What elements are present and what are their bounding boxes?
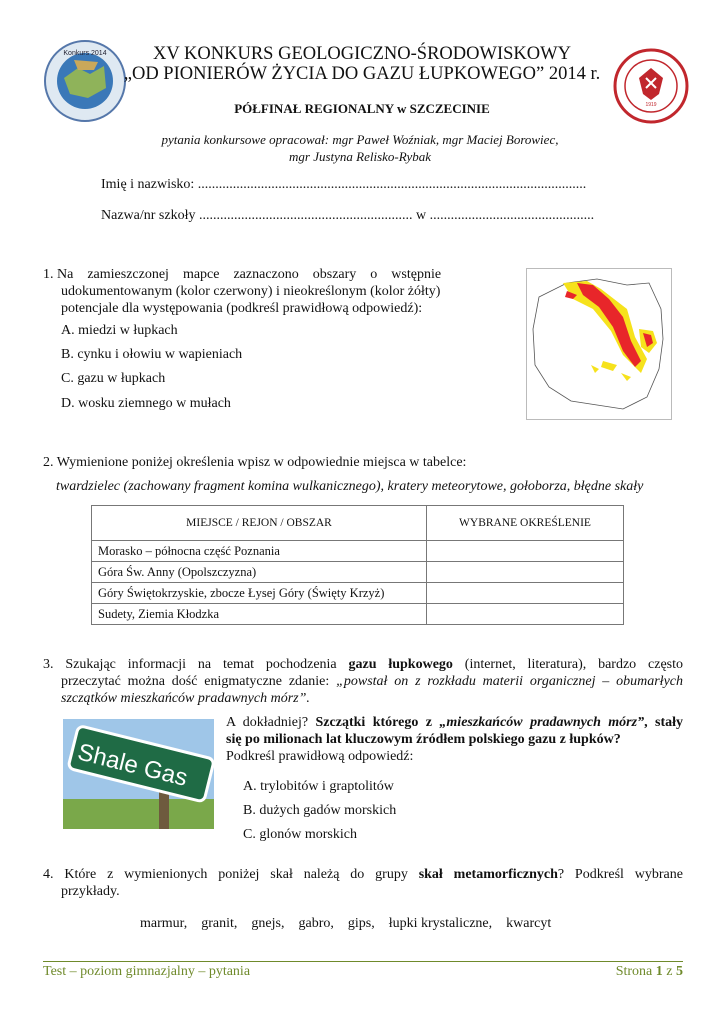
q4-line-2: przykłady. <box>61 884 120 899</box>
q1-text-3: potencjale dla występowania (podkreśl prawidłową odpowiedź): <box>61 301 423 316</box>
q3-question-2: się po milionach lat kluczowym źródłem polskiego gazu z łupków? <box>226 732 621 747</box>
q2-text: 2. Wymienione poniżej określenia wpisz w odpowiednie miejsca w tabelce: <box>43 455 467 470</box>
table-row <box>92 583 624 604</box>
rock-option[interactable]: łupki krystaliczne, <box>388 916 493 931</box>
q1-option-b[interactable]: B. cynku i ołowiu w wapieniach <box>61 347 243 362</box>
authors-line-1: pytania konkursowe opracował: mgr Paweł Woźniak, mgr Maciej Borowiec, <box>161 132 559 147</box>
rock-option[interactable]: gnejs, <box>251 916 285 931</box>
table-cell-place: Góry Świętokrzyskie, zbocze Łysej Góry (Święty Krzyż) <box>92 583 427 604</box>
q3-question-bold-2: , stały <box>644 715 684 730</box>
q4-line-1 <box>43 866 683 883</box>
q3-text-2a: przeczytać można dość enigmatyczne zdanie: <box>61 674 330 689</box>
q3-option-a[interactable]: A. trylobitów i graptolitów <box>243 779 394 794</box>
q3-option-c[interactable]: C. glonów morskich <box>243 827 357 842</box>
table-row <box>92 541 624 562</box>
footer-divider <box>43 961 683 962</box>
table-cell-place: Góra Św. Anny (Opolszczyzna) <box>92 562 427 583</box>
q3-option-b[interactable]: B. dużych gadów morskich <box>243 803 397 818</box>
q3-line-3: szczątków mieszkańców pradawnych mórz”. <box>61 691 310 706</box>
shale-gas-sign-image <box>63 719 214 829</box>
q2-terms: twardzielec (zachowany fragment komina wulkanicznego), kratery meteorytowe, gołoborza, błędne skały <box>56 479 644 494</box>
rock-option[interactable]: gabro, <box>298 916 334 931</box>
logo-text: Konkurs 2014 <box>63 50 107 57</box>
q1-option-c[interactable]: C. gazu w łupkach <box>61 371 166 386</box>
q1-text-1: 1. Na zamieszczonej mapce zaznaczono obszary o wstępnie <box>43 267 442 282</box>
rock-option[interactable]: granit, <box>201 916 238 931</box>
poland-shale-map <box>526 268 672 420</box>
page-number: 1 <box>655 964 663 979</box>
q3-question-1 <box>226 714 683 731</box>
rock-option[interactable]: marmur, <box>140 916 188 931</box>
table-row <box>92 604 624 625</box>
table-header-place: MIEJSCE / REJON / OBSZAR <box>92 506 427 541</box>
q1-option-d[interactable]: D. wosku ziemnego w mułach <box>61 396 231 411</box>
q4-rock-list <box>140 916 551 932</box>
authors-line-2: mgr Justyna Relisko-Rybak <box>289 149 431 164</box>
table-cell-place: Morasko – północna część Poznania <box>92 541 427 562</box>
contest-subtitle: PÓŁFINAŁ REGIONALNY w SZCZECINIE <box>234 101 490 116</box>
q3-text-1: 3. Szukając informacji na temat pochodzenia <box>43 657 337 672</box>
q3-quote: „powstał on z rozkładu materii organicznej – obumarłych <box>336 674 683 689</box>
contest-title-2: „OD PIONIERÓW ŻYCIA DO GAZU ŁUPKOWEGO” 2014 r. <box>123 64 601 84</box>
table-cell-answer[interactable] <box>427 604 624 625</box>
school-field[interactable]: Nazwa/nr szkoły ............................................................. w ............................................... <box>101 208 595 223</box>
q3-line-1 <box>43 656 683 673</box>
q3-question-start: A dokładniej? <box>226 715 309 730</box>
q2-table <box>91 505 624 625</box>
q4-keyword: skał metamorficznych <box>418 867 558 882</box>
q3-text-1-end: (internet, literatura), bardzo często <box>464 657 684 672</box>
table-cell-answer[interactable] <box>427 562 624 583</box>
q3-line-2 <box>61 673 683 690</box>
table-cell-answer[interactable] <box>427 583 624 604</box>
q4-text-1a: 4. Które z wymienionych poniżej skał należą do grupy <box>43 867 408 882</box>
table-row <box>92 562 624 583</box>
page-total: 5 <box>676 964 683 979</box>
table-cell-answer[interactable] <box>427 541 624 562</box>
q3-question-quote: „mieszkańców pradawnych mórz” <box>439 715 645 730</box>
q3-question-bold: Szczątki którego z <box>315 715 432 730</box>
q4-text-1c: ? Podkreśl wybrane <box>557 867 683 882</box>
q1-option-a[interactable]: A. miedzi w łupkach <box>61 323 178 338</box>
q3-question-3: Podkreśl prawidłową odpowiedź: <box>226 749 414 764</box>
q1-text-2: udokumentowanym (kolor czerwony) i nieokreślonym (kolor żółty) <box>61 284 441 299</box>
logo-year: 1919 <box>645 102 657 108</box>
page-label: Strona <box>615 964 653 979</box>
name-field[interactable]: Imię i nazwisko: ............................................................................................................... <box>101 177 587 192</box>
page-indicator <box>616 964 683 980</box>
rock-option[interactable]: gips, <box>347 916 375 931</box>
page-of: z <box>666 964 673 979</box>
table-cell-place: Sudety, Ziemia Kłodzka <box>92 604 427 625</box>
table-header-choice: WYBRANE OKREŚLENIE <box>427 506 624 541</box>
contest-title-1: XV KONKURS GEOLOGICZNO-ŚRODOWISKOWY <box>153 44 571 64</box>
sign-text: Shale Gas <box>74 738 191 792</box>
footer-left: Test – poziom gimnazjalny – pytania <box>43 964 251 979</box>
q3-keyword: gazu łupkowego <box>348 657 453 672</box>
rock-option[interactable]: kwarcyt <box>506 916 552 931</box>
